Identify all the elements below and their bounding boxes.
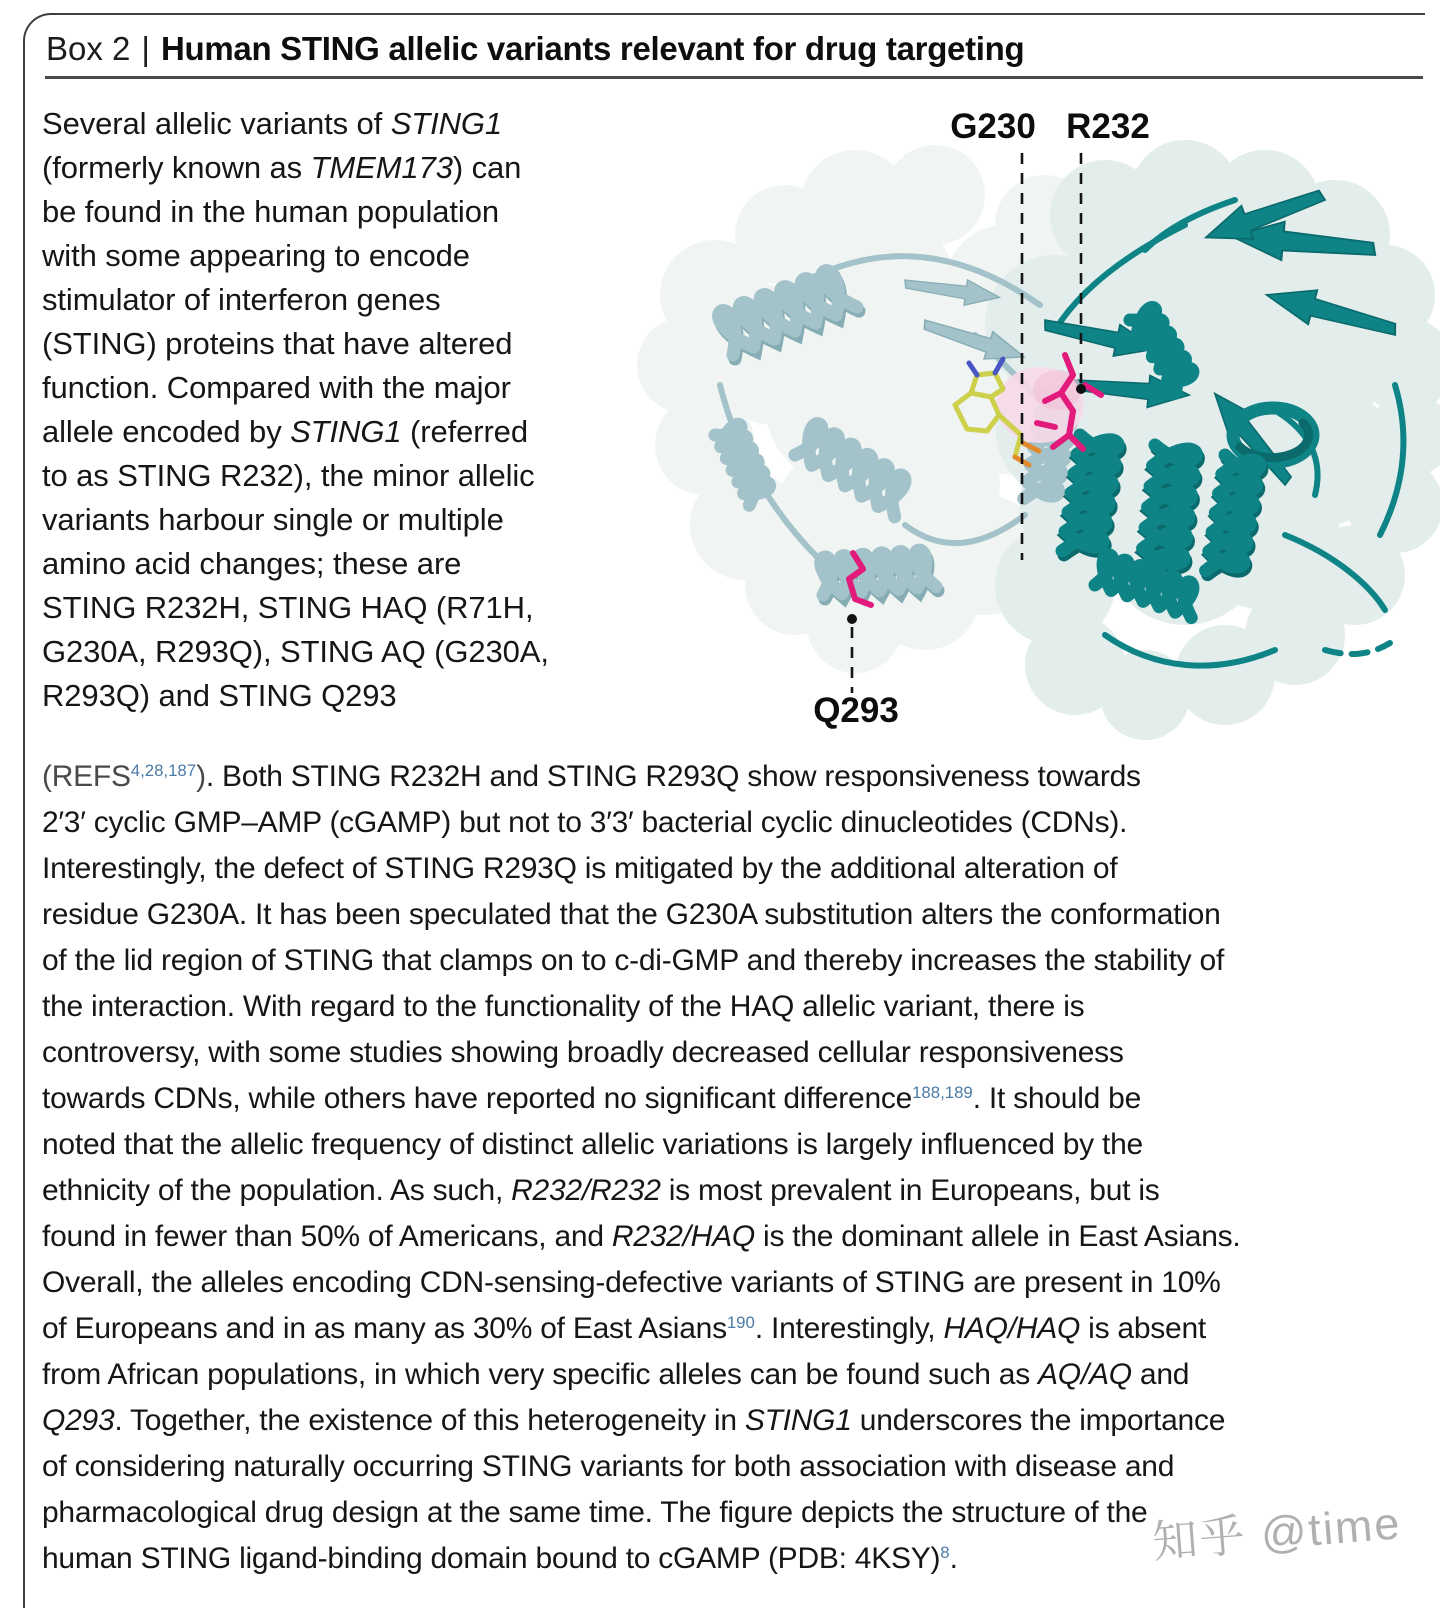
header-rule <box>45 76 1423 79</box>
box-header <box>46 30 1024 68</box>
residue-label-r232: R232 <box>1066 107 1150 146</box>
watermark: 知乎 @time <box>1150 1497 1404 1568</box>
box-title: Human STING allelic variants relevant for drug targeting <box>160 30 1025 67</box>
body-paragraph: (REFS$^{4,28,187}$). Both STING R232H and STING R293Q show responsiveness towards 2′3′ cyclic GMP–AMP (cGAMP) but not to 3′3′ bacterial cyclic dinucleotides (CDNs). Interestingly, the defect of STING R293Q is mitigated by the additional alteration of residue G230A. It has been speculated that the G230A substitution alters the conformation of the lid region of STING that clamps on to c-di-GMP and thereby increases the stability of the interaction. With regard to the functionality of the HAQ allelic variant, there is controversy, with some studies showing broadly decreased cellular responsiveness towards CDNs, while others have reported no significant difference$^{188,189}$. It should be noted that the allelic frequency of distinct allelic variations is largely influenced by the ethnicity of the population. As such, R232/R232 is most prevalent in Europeans, but is found in fewer than 50% of Americans, and R232/HAQ is the dominant allele in East Asians. Overall, the alleles encoding CDN-sensing-defective variants of STING are present in 10% of Europeans and in as many as 30% of East Asians$^{190}$. Interestingly, HAQ/HAQ is absent from African populations, in which very specific alleles can be found such as AQ/AQ and Q293. Together, the existence of this heterogeneity in STING1 underscores the importance of considering naturally occurring STING variants for both association with disease and pharmacological drug design at the same time. The figure depicts the structure of the human STING ligand-binding domain bound to cGAMP (PDB: 4KSY)$^8$. <box>42 760 1241 1575</box>
q293-marker-dot <box>847 614 857 624</box>
residue-label-q293: Q293 <box>813 691 899 730</box>
header-separator: | <box>141 30 150 67</box>
r232-marker-dot <box>1076 384 1086 394</box>
box-number-label: Box 2 <box>46 30 131 67</box>
residue-label-g230: G230 <box>950 107 1036 146</box>
protein-structure-figure <box>625 105 1440 750</box>
intro-paragraph: Several allelic variants of STING1 (formerly known as TMEM173) can be found in the human population with some appearing to encode stimulator of interferon genes (STING) proteins that have altered function. Compared with the major allele encoded by STING1 (referred to as STING R232), the minor allelic variants harbour single or multiple amino acid changes; these are STING R232H, STING HAQ (R71H, G230A, R293Q), STING AQ (G230A, R293Q) and STING Q293 <box>42 106 549 713</box>
